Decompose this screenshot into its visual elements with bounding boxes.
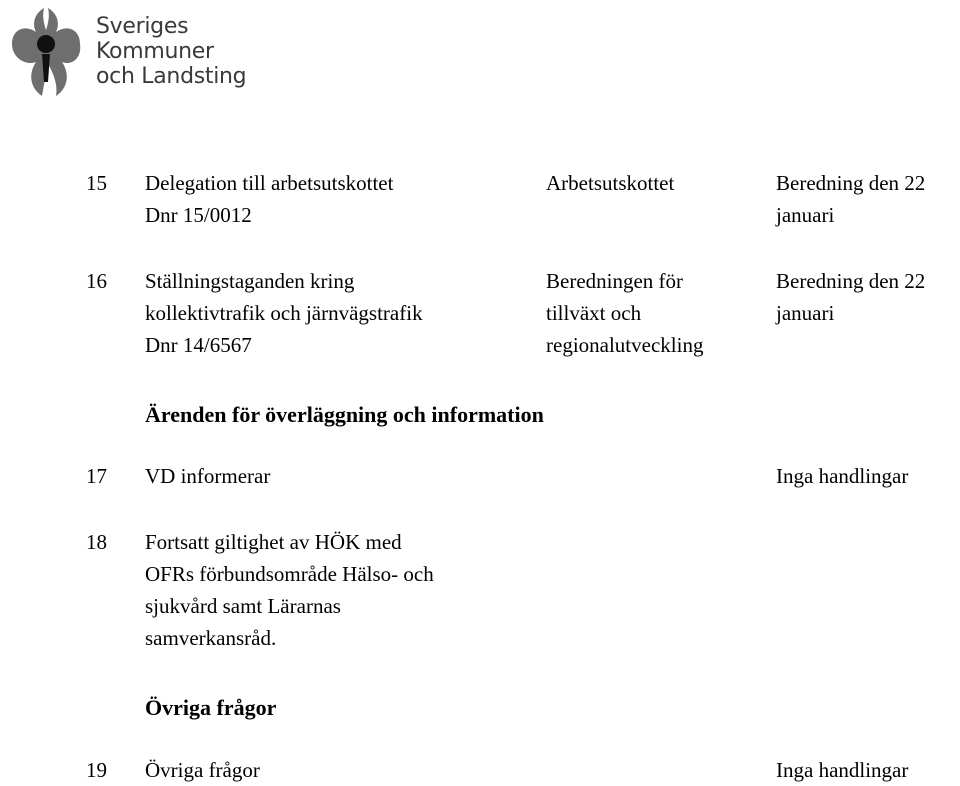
item-status-line: januari [776,203,835,227]
item-title-line: Övriga frågor [145,758,260,782]
item-status-line: Inga handlingar [776,758,909,782]
logo-wordmark [96,14,246,89]
item-title-line: OFRs förbundsområde Hälso- och [145,562,434,586]
item-body-line: regionalutveckling [546,333,704,357]
item-title-line: Dnr 15/0012 [145,203,252,227]
logo-line: och Landsting [96,64,247,89]
item-title-line: Delegation till arbetsutskottet [145,171,394,195]
item-title-line: samverkansråd. [145,626,277,650]
item-body-line: Arbetsutskottet [546,171,675,195]
item-status-line: Beredning den 22 [776,171,926,195]
item-number: 15 [86,171,107,195]
item-title-line: Dnr 14/6567 [145,333,252,357]
item-body-line: Beredningen för [546,269,684,293]
item-body-line: tillväxt och [546,301,642,325]
item-number: 17 [86,464,107,488]
item-number: 19 [86,758,107,782]
section-heading: Övriga frågor [145,695,277,720]
item-status-line: Beredning den 22 [776,269,926,293]
item-title-line: VD informerar [145,464,271,488]
item-title-line: Ställningstaganden kring [145,269,355,293]
section-heading: Ärenden för överläggning och information [145,402,544,427]
logo-line: Kommuner [96,39,214,64]
logo-line: Sveriges [96,14,189,39]
item-number: 18 [86,530,107,554]
item-title-line: sjukvård samt Lärarnas [145,594,341,618]
item-number: 16 [86,269,107,293]
item-status-line: januari [776,301,835,325]
item-title-line: Fortsatt giltighet av HÖK med [145,530,402,554]
item-status-line: Inga handlingar [776,464,909,488]
logo [6,4,246,99]
skl-emblem-icon [6,4,86,99]
item-title-line: kollektivtrafik och järnvägstrafik [145,301,423,325]
